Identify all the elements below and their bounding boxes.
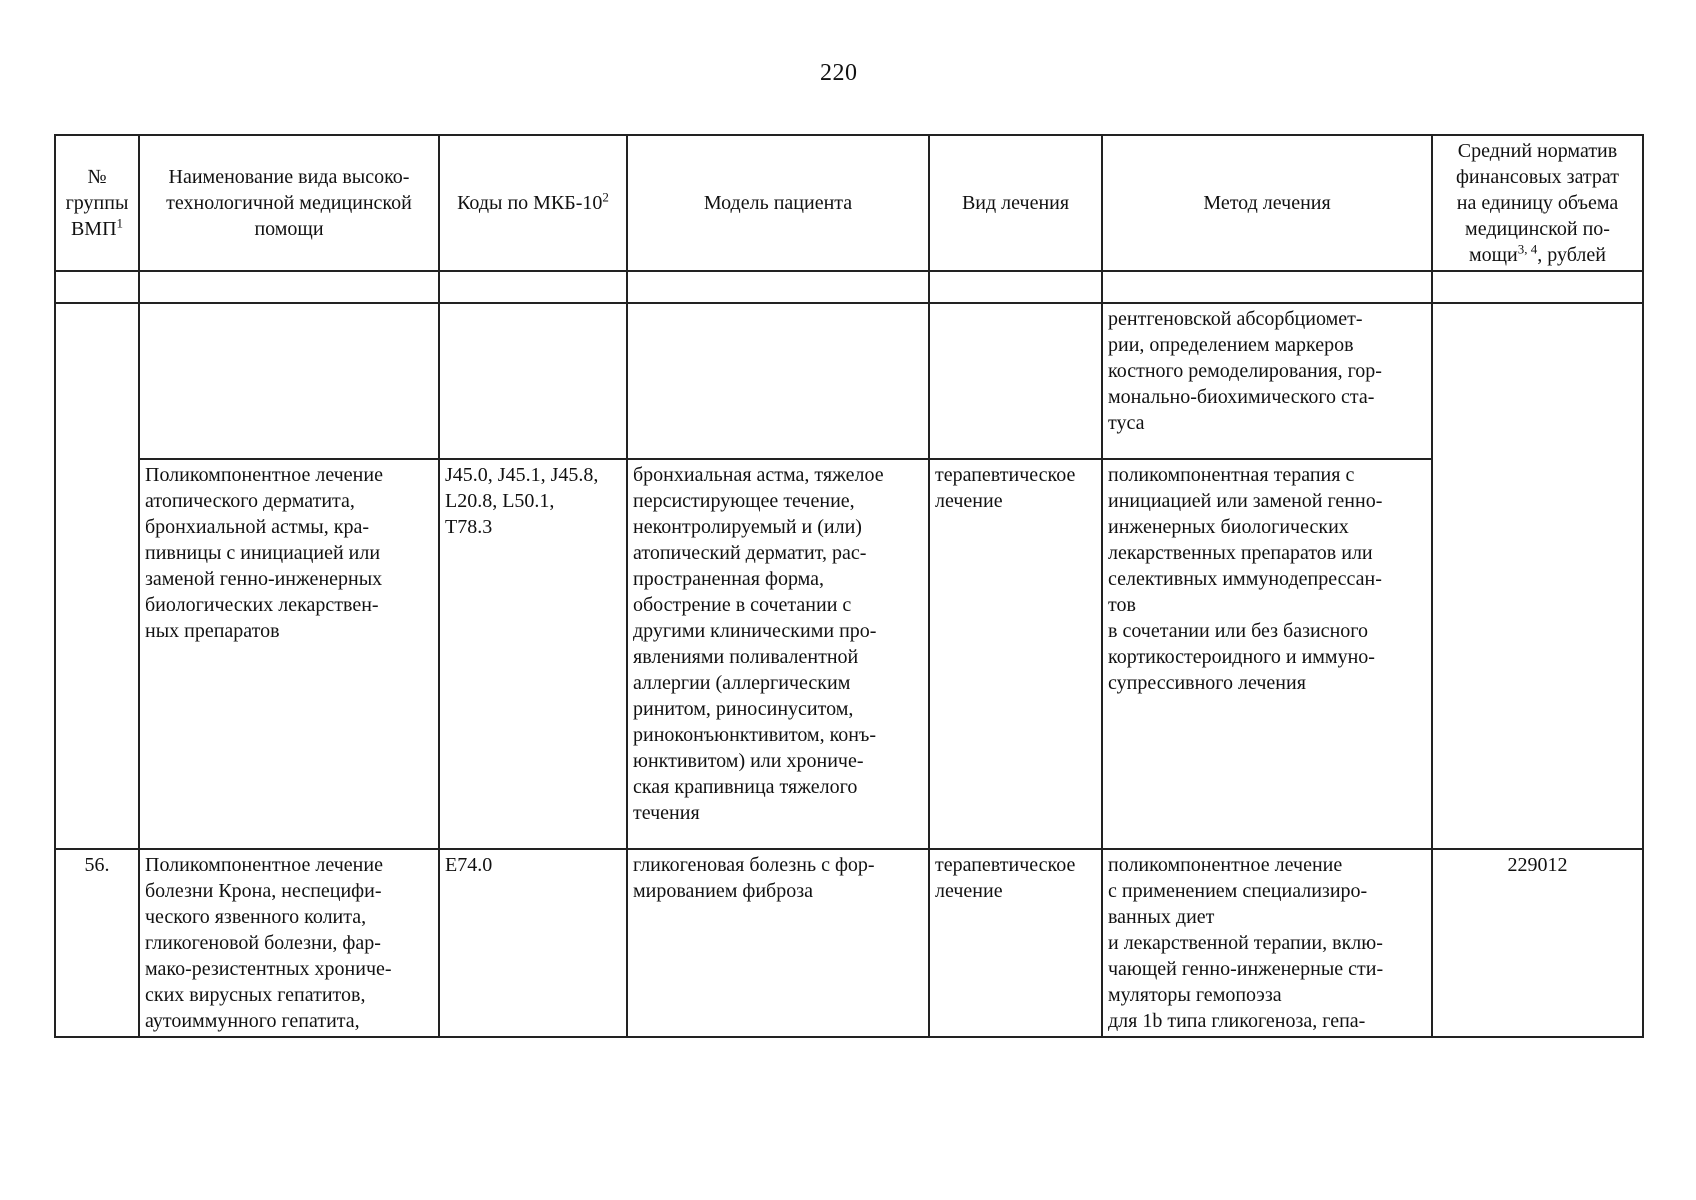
table-row bbox=[55, 849, 1643, 1037]
header-treatment-type: Вид лечения bbox=[929, 135, 1102, 271]
group-number-cell bbox=[55, 303, 139, 849]
icd-codes-cell: J45.0, J45.1, J45.8, L20.8, L50.1, T78.3 bbox=[439, 459, 627, 849]
treatment-method-cell: рентгеновской абсорбциомет- рии, определением маркеров костного ремоделирования, гор- монально-биохимического ста- туса bbox=[1102, 303, 1432, 459]
service-name-cell bbox=[139, 303, 439, 459]
treatment-method-cell: поликомпонентная терапия с инициацией или заменой генно- инженерных биологических лекарственных препаратов или селективных иммунодепрессан- тов в сочетании или без базисного кортикостероидного и иммуно- супрессивного лечения bbox=[1102, 459, 1432, 849]
spacer-cell bbox=[1102, 271, 1432, 303]
header-group-number: № группы ВМП$^1$ bbox=[55, 135, 139, 271]
header-row bbox=[55, 135, 1643, 271]
header-patient-model: Модель пациента bbox=[627, 135, 929, 271]
vmp-table bbox=[54, 134, 1644, 1038]
spacer-cell bbox=[439, 271, 627, 303]
icd-codes-cell bbox=[439, 303, 627, 459]
header-service-name: Наименование вида высоко- технологичной медицинской помощи bbox=[139, 135, 439, 271]
group-number-cell: 56. bbox=[55, 849, 139, 1037]
spacer-cell bbox=[929, 271, 1102, 303]
treatment-type-cell: терапевтическое лечение bbox=[929, 849, 1102, 1037]
patient-model-cell: бронхиальная астма, тяжелое персистирующее течение, неконтролируемый и (или) атопический дерматит, рас- пространенная форма, обострение в сочетании с другими клиническими про- явлениями поливалентной аллергии (аллергическим ринитом, риносинуситом, риноконъюнктивитом, конъ- юнктивитом) или хрониче- ская крапивница тяжелого течения bbox=[627, 459, 929, 849]
service-name-cell: Поликомпонентное лечение атопического дерматита, бронхиальной астмы, кра- пивницы с инициацией или заменой генно-инженерных биологических лекарствен- ных препаратов bbox=[139, 459, 439, 849]
patient-model-cell: гликогеновая болезнь с фор- мированием фиброза bbox=[627, 849, 929, 1037]
spacer-cell bbox=[55, 271, 139, 303]
spacer-cell bbox=[1432, 271, 1643, 303]
treatment-method-cell: поликомпонентное лечение с применением специализиро- ванных диет и лекарственной терапии, вклю- чающей генно-инженерные сти- муляторы гемопоэза для 1b типа гликогеноза, гепа- bbox=[1102, 849, 1432, 1037]
header-treatment-method: Метод лечения bbox=[1102, 135, 1432, 271]
header-icd-codes: Коды по МКБ-$10^2$ bbox=[439, 135, 627, 271]
treatment-type-cell: терапевтическое лечение bbox=[929, 459, 1102, 849]
table-row bbox=[55, 303, 1643, 459]
cost-cell: 229012 bbox=[1432, 849, 1643, 1037]
spacer-cell bbox=[627, 271, 929, 303]
table-row bbox=[55, 459, 1643, 849]
patient-model-cell bbox=[627, 303, 929, 459]
header-cost-standard: Средний норматив финансовых затрат на единицу объема медицинской по- мощи$^{3, 4}$, рублей bbox=[1432, 135, 1643, 271]
page-number: 220 bbox=[820, 60, 858, 86]
service-name-cell: Поликомпонентное лечение болезни Крона, неспецифи- ческого язвенного колита, гликогеновой болезни, фар- мако-резистентных хрониче- ских вирусных гепатитов, аутоиммунного гепатита, bbox=[139, 849, 439, 1037]
icd-codes-cell: E74.0 bbox=[439, 849, 627, 1037]
cost-cell bbox=[1432, 303, 1643, 849]
column-number-row bbox=[55, 271, 1643, 303]
spacer-cell bbox=[139, 271, 439, 303]
treatment-type-cell bbox=[929, 303, 1102, 459]
